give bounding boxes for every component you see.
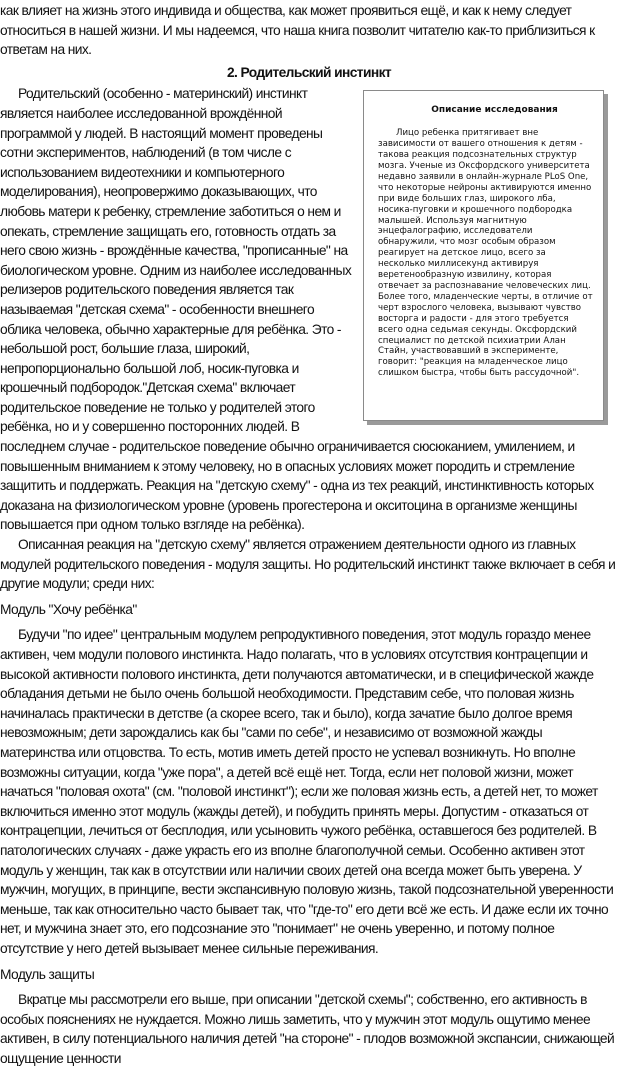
sidebar-title: Описание исследования bbox=[431, 105, 558, 116]
module-want-child-title: Модуль "Хочу ребёнка" bbox=[0, 601, 137, 617]
paragraph-protection: Вкратце мы рассмотрели его выше, при описании "детской схемы"; собственно, его активность в особых пояснениях не нуждается. Можно лишь заметить, что у мужчин этот модуль ощутимо менее активен, в силу потенциального наличия детей "на стороне" - плодов возможной экспансии, снижающей ощущение ценности bbox=[0, 992, 615, 1066]
sidebar-box bbox=[363, 90, 604, 421]
section-title: 2. Родительский инстинкт bbox=[226, 64, 392, 80]
sidebar-body: Лицо ребенка притягивает вне зависимости от вашего отношения к детям - такова реакция подсознательных структур мозга. Ученые из Оксфордского университета недавно заявили в онлайн-журнале PLoS One, что некоторые нейроны активируются именно при виде больших глаз, широкого лба, носика-пуговки и крошечного подбородка малышей. Используя магнитную энцефалографию, исследователи обнаружили, что мозг особым образом реагирует на детское лицо, всего за несколько миллисекунд активируя веретенообразную извилину, которая отвечает за распознавание человеческих лиц. Более того, младенческие черты, в отличие от черт взрослого человека, вызывают чувство восторга и радости - для этого требуется всего одна седьмая секунды. Оксфордский специалист по детской психиатрии Алан Стайн, участвовавший в эксперименте, говорит: "реакция на младенческое лицо слишком быстра, чтобы быть рассудочной". bbox=[378, 128, 593, 379]
paragraph-parental-instinct-text: Родительский (особенно - материнский) инстинкт является наиболее исследованной врождённой программой у людей. В настоящий момент проведены сотни экспериментов, наблюдений (в том числе с использованием видеотехники и компьютерного моделирования), неопровержимо доказывающих, что любовь матери к ребенку, стремление заботиться о нем и опекать, стремление защищать его, готовность отдать за него свою жизнь - врождённые качества, "прописанные" на биологическом уровне. Одним из наиболее исследованных релизеров родительского поведения является так называемая "детская схема" - особенности внешнего облика человека, обычно характерные для ребёнка. Это - небольшой рост, большие глаза, широкий, непропорционально большой лоб, носик-пуговка и крошечный подбородок."Детская схема" включает родительское поведение не только у родителей этого ребёнка, но и у совершенно посторонних людей. В последнем случае - родительское поведение обычно ограничивается сюсюканием, умилением, и повышенным вниманием к этому человеку, но в опасных условиях может породить и стремление защитить и поддержать. Реакция на "детскую схему" - одна из тех реакций, инстинктивность которых доказана на физиологическом уровне (уровень прогестерона и окситоцина в организме женщины повышается при одном только взгляде на ребёнка). bbox=[0, 86, 594, 533]
paragraph-want-child: Будучи "по идее" центральным модулем репродуктивного поведения, этот модуль гораздо менее активен, чем модули полового инстинкта. Надо полагать, что в условиях отсутствия контрацепции и высокой активности полового инстинкта, дети получаются автоматически, и в специфической жажде обладания детьми не было очень большой необходимости. Представим себе, что половая жизнь начиналась практически в детстве (а скорее всего, так и было), когда зачатие было долгое время невозможным; дети зарождались как бы "сами по себе", и независимо от возможной жажды материнства или отцовства. То есть, мотив иметь детей просто не успевал возникнуть. Но вполне возможны ситуации, когда "уже пора", а детей всё ещё нет. Тогда, если нет половой жизни, может начаться "половая охота" (см. "половой инстинкт"); если же половая жизнь есть, а детей нет, то может включиться именно этот модуль (жажды детей), и побудить принять меры. Допустим - отказаться от контрацепции, лечиться от бесплодия, или усыновить чужого ребёнка, оставшегося без родителей. В патологических случаях - даже украсть его из вполне благополучной семьи. Особенно активен этот модуль у женщин, так как в отсутствии или наличии своих детей она всегда может быть уверена. У мужчин, могущих, в принципе, вести экспансивную половую жизнь, такой подсознательной уверенности меньше, так как относительно часто бывает так, что "где-то" его дети всё же есть. И даже если их точно нет, и мужчина знает это, его подсознание это "понимает" не очень уверенно, и потому полное отсутствие у него детей вызывает менее сильные переживания. bbox=[0, 627, 614, 956]
paragraph-parental-instinct bbox=[0, 84, 618, 535]
intro-paragraph: как влияет на жизнь этого индивида и общества, как может проявиться ещё, и как к нему следует относиться в нашей жизни. И мы надеемся, что наша книга позволит читателю как-то приблизиться к ответам на них. bbox=[0, 3, 595, 58]
module-protection-title: Модуль защиты bbox=[0, 966, 95, 982]
paragraph-child-schema-reaction: Описанная реакция на "детскую схему" является отражением деятельности одного из главных модулей родительского поведения - модуля защиты. Но родительский инстинкт также включает в себя и другие модули; среди них: bbox=[0, 537, 616, 592]
